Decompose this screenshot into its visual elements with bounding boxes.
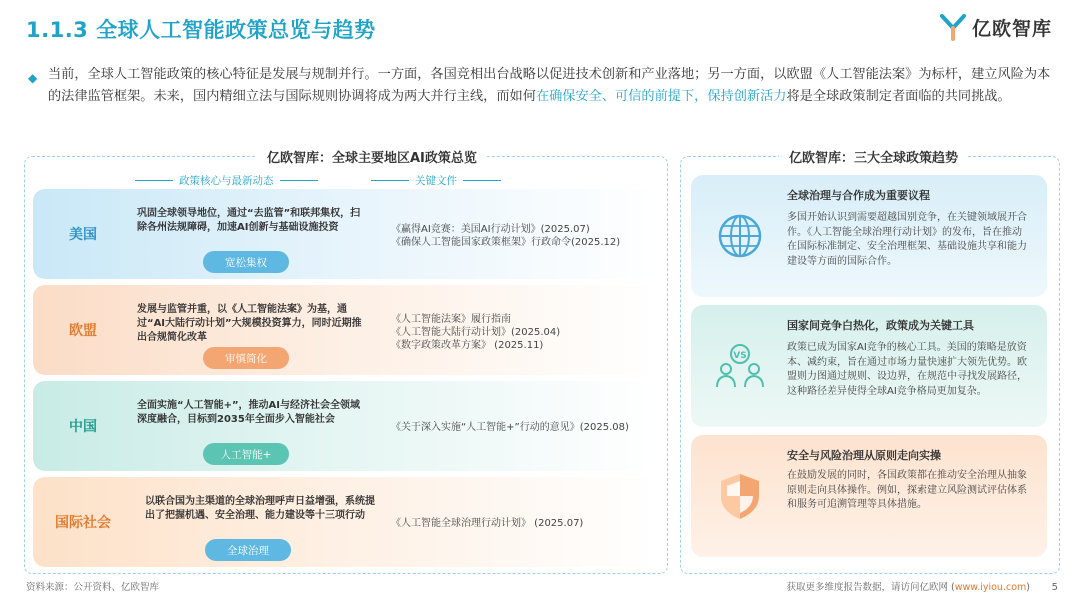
doc-item: 《关于深入实施“人工智能+”行动的意见》(2025.08) <box>391 422 629 433</box>
region-name: 国际社会 <box>55 515 111 531</box>
page-number: 5 <box>1051 582 1058 593</box>
column-header-core <box>135 173 318 188</box>
page-title: 1.1.3 全球人工智能政策总览与趋势 <box>26 18 376 42</box>
intro-text-1: 当前，全球人工智能政策的核心特征是发展与规制并行。一方面，各国竞相出台战略以促进技术创新和产业落地；另一方面，以欧盟《人工智能法案》为标杆，建立风险为本的法律监管框架。未来，国内精细立法与国际规则协调将成为两大并行主线，而如何 <box>48 67 1051 104</box>
region-docs <box>391 421 629 434</box>
shield-icon <box>713 469 767 523</box>
trend-heading: 全球治理与合作成为重要议程 <box>787 189 930 202</box>
divider <box>135 180 173 181</box>
doc-item: 《数字政策改革方案》 (2025.11) <box>391 340 544 351</box>
region-name: 中国 <box>69 419 97 435</box>
divider <box>280 180 318 181</box>
region-tag: 审慎简化 <box>203 347 289 369</box>
trend-card-global-governance <box>691 175 1047 297</box>
divider <box>371 180 409 181</box>
region-row-us <box>33 189 657 279</box>
divider <box>463 180 501 181</box>
doc-item: 《赢得AI竞赛：美国AI行动计划》(2025.07) <box>391 224 590 235</box>
svg-text:VS: VS <box>733 351 747 361</box>
region-docs <box>391 223 620 249</box>
policy-overview-panel <box>24 151 668 574</box>
right-panel-title: 亿欧智库：三大全球政策趋势 <box>779 147 968 166</box>
region-desc: 以联合国为主渠道的全球治理呼声日益增强，系统提出了把握机遇、安全治理、能力建设等十三项行动 <box>145 496 375 521</box>
footer-cta-text: 获取更多维度报告数据，请访问亿欧网 ( <box>786 582 955 593</box>
region-tag: 人工智能+ <box>203 443 289 465</box>
region-row-international <box>33 477 657 567</box>
source-note: 资料来源：公开资料、亿欧智库 <box>26 582 160 593</box>
logo-text: 亿欧智库 <box>971 17 1052 40</box>
column-header-core-label: 政策核心与最新动态 <box>179 175 274 187</box>
column-header-docs <box>371 173 501 188</box>
diamond-bullet-icon: ◆ <box>28 71 38 85</box>
trend-card-competition <box>691 305 1047 427</box>
intro-paragraph <box>28 64 1058 108</box>
trend-heading: 国家间竞争白热化，政策成为关键工具 <box>787 319 974 332</box>
doc-item: 《人工智能法案》履行指南 <box>391 314 511 325</box>
doc-item: 《确保人工智能国家政策框架》行政命令(2025.12) <box>391 237 621 248</box>
trend-body: 在鼓励发展的同时，各国政策都在推动安全治理从抽象原则走向具体操作。例如，探索建立风险测试评估体系和服务可追溯管理等具体措施。 <box>787 470 1027 510</box>
footer-cta-end: ) <box>1026 582 1030 593</box>
trend-body: 政策已成为国家AI竞争的核心工具。美国的策略是放资本、减约束，旨在通过市场力量快速扩大领先优势。欧盟则力图通过规则、设边界，在规范中寻找发展路径，这种路径差异使得全球AI竞争格局更加复杂。 <box>787 342 1027 397</box>
vs-competition-icon <box>713 339 767 393</box>
trend-body: 多国开始认识到需要超越国别竞争，在关键领域展开合作。《人工智能全球治理行动计划》的发布，旨在推动在国际标准制定、安全治理框架、基础设施共享和能力建设等方面的国际合作。 <box>787 212 1027 267</box>
region-docs <box>391 313 560 352</box>
region-desc: 发展与监管并重，以《人工智能法案》为基，通过“AI大陆行动计划”大规模投资算力，同时近期推出合规简化改革 <box>137 304 362 343</box>
policy-trends-panel <box>680 151 1060 574</box>
column-header-docs-label: 关键文件 <box>415 175 457 187</box>
region-row-china <box>33 381 657 471</box>
footer-cta <box>787 579 1030 593</box>
website-link[interactable]: www.iyiou.com <box>954 582 1027 593</box>
trend-card-safety-governance <box>691 435 1047 557</box>
left-panel-title: 亿欧智库：全球主要地区AI政策总览 <box>257 147 487 166</box>
region-name: 美国 <box>69 227 97 243</box>
region-tag: 宽松集权 <box>203 251 289 273</box>
brand-logo <box>938 12 1052 42</box>
globe-icon <box>713 209 767 263</box>
region-desc: 全面实施“人工智能+”，推动AI与经济社会全领域深度融合，目标到2035年全面步入智能社会 <box>137 400 360 425</box>
intro-text-2: 将是全球政策制定者面临的共同挑战。 <box>786 89 1011 104</box>
region-desc: 巩固全球领导地位，通过“去监管”和联邦集权，扫除各州法规障碍，加速AI创新与基础设施投资 <box>137 208 361 233</box>
region-row-eu <box>33 285 657 375</box>
doc-item: 《人工智能大陆行动计划》(2025.04) <box>391 327 561 338</box>
logo-icon <box>938 12 968 42</box>
intro-highlight: 在确保安全、可信的前提下，保持创新活力 <box>535 89 787 104</box>
region-name: 欧盟 <box>69 323 97 339</box>
region-docs <box>391 517 583 530</box>
trend-heading: 安全与风险治理从原则走向实操 <box>787 449 941 462</box>
doc-item: 《人工智能全球治理行动计划》 (2025.07) <box>391 518 584 529</box>
region-tag: 全球治理 <box>205 539 291 561</box>
